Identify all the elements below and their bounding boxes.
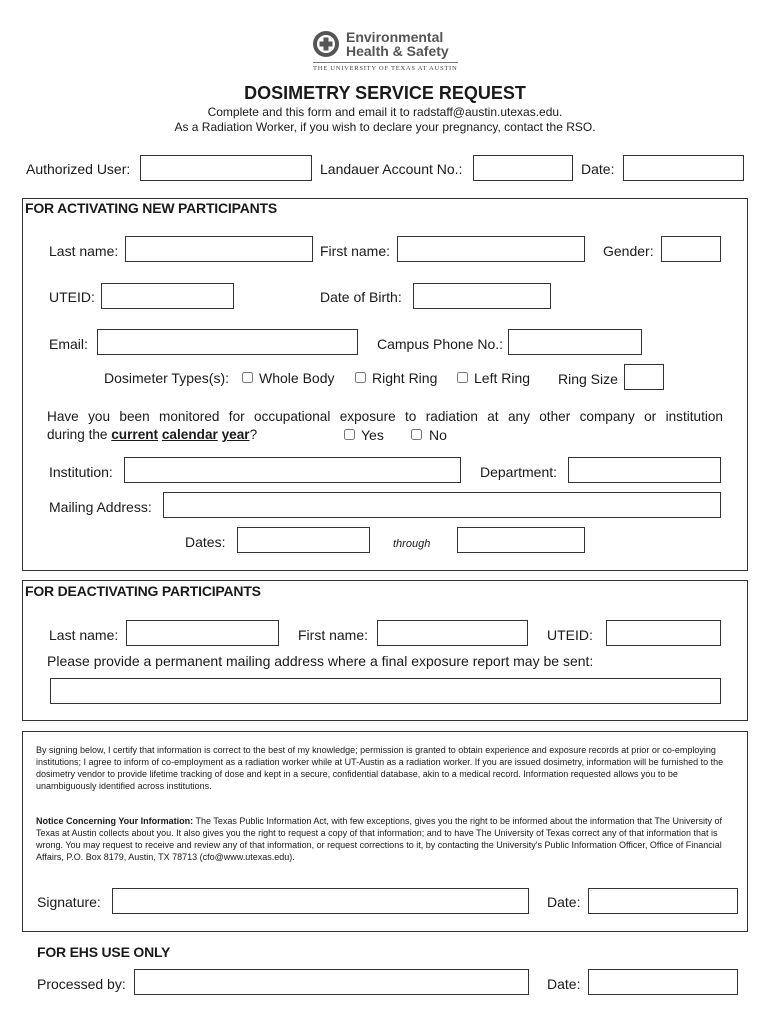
landauer-label: Landauer Account No.: (320, 161, 463, 177)
deactivate-uteid-input[interactable] (606, 620, 721, 646)
signature-label: Signature: (37, 894, 101, 910)
ring-size-input[interactable] (624, 364, 664, 390)
activate-first-name-label: First name: (320, 243, 391, 259)
landauer-account-input[interactable] (473, 155, 573, 181)
logo-line1: Environmental (346, 29, 444, 45)
monitored-yes-label: Yes (361, 427, 384, 443)
authorized-user-input[interactable] (140, 155, 312, 181)
prior-monitoring-question: Have you been monitored for occupational exposure to radiation at any other company or institution (47, 409, 723, 424)
question-calendar: calendar (161, 427, 218, 442)
question-prefix: during the (47, 427, 108, 442)
gender-input[interactable] (661, 236, 721, 262)
ehs-use-only-title: FOR EHS USE ONLY (37, 944, 171, 960)
monitored-no-label: No (429, 427, 447, 443)
subtitle-pregnancy: As a Radiation Worker, if you wish to declare your pregnancy, contact the RSO. (174, 120, 596, 134)
page-title: DOSIMETRY SERVICE REQUEST (244, 83, 526, 103)
institution-input[interactable] (124, 457, 461, 483)
department-input[interactable] (568, 457, 721, 483)
monitored-yes-checkbox[interactable] (344, 429, 355, 440)
signature-date-label: Date: (547, 894, 581, 910)
prior-monitoring-question-line2 (47, 427, 257, 443)
gender-label: Gender: (603, 243, 654, 259)
left-ring-label: Left Ring (474, 370, 531, 386)
authorized-user-label: Authorized User: (26, 161, 131, 177)
top-date-label: Date: (581, 161, 615, 177)
final-report-instruction: Please provide a permanent mailing address where a final exposure report may be sent: (47, 653, 594, 669)
whole-body-checkbox[interactable] (242, 372, 253, 383)
dob-label: Date of Birth: (320, 289, 402, 305)
logo-line2: Health & Safety (346, 43, 449, 59)
processed-by-input[interactable] (134, 969, 529, 995)
top-date-input[interactable] (623, 155, 744, 181)
whole-body-label: Whole Body (259, 370, 335, 386)
through-label: through (393, 538, 431, 550)
activating-section-title: FOR ACTIVATING NEW PARTICIPANTS (25, 200, 278, 216)
mailing-address-label: Mailing Address: (49, 499, 152, 515)
campus-phone-input[interactable] (508, 329, 642, 355)
deactivate-last-name-input[interactable] (126, 620, 279, 646)
email-label: Email: (49, 336, 88, 352)
monitored-no-checkbox[interactable] (411, 429, 422, 440)
institution-label: Institution: (49, 464, 113, 480)
left-ring-checkbox[interactable] (457, 372, 468, 383)
activate-uteid-input[interactable] (101, 283, 234, 309)
right-ring-checkbox[interactable] (355, 372, 366, 383)
notice-paragraph (36, 815, 735, 863)
notice-text: The Texas Public Information Act, with few exceptions, gives you the right to be informed about the information that The University of Texas at Austin collects about you. It also gives you the right to request a copy of that information; and to have The University of Texas correct any of that information that is wrong. You may request to receive and review any of that information, or request corrections to it, by contacting the University's Public Information Officer, Office of Financial Affairs, P.O. Box 8179, Austin, TX 78713 (cfo@www.utexas.edu). (36, 816, 722, 862)
email-input[interactable] (97, 329, 358, 355)
ehs-cross-icon (312, 30, 340, 58)
certification-paragraph: By signing below, I certify that information is correct to the best of my knowledge; permission is granted to obtain experience and exposure records at prior or co-employing institutions; I agree to inform of co-employment as a radiation worker while at UT-Austin as a radiation worker. If you are issued dosimetry, information will be furnished to the dosimetry vendor to provide lifetime tracking of dose and kept in a secure, confidential database, akin to a medical record. Information requested allows you to be unambiguously identified across institutions. (36, 745, 724, 791)
activate-last-name-label: Last name: (49, 243, 119, 259)
dates-from-input[interactable] (237, 527, 370, 553)
deactivating-section-title: FOR DEACTIVATING PARTICIPANTS (25, 583, 261, 599)
activate-uteid-label: UTEID: (49, 289, 95, 305)
question-year: year (221, 427, 250, 442)
dates-label: Dates: (185, 534, 226, 550)
subtitle-email: Complete and this form and email it to radstaff@austin.utexas.edu. (207, 105, 563, 119)
signature-input[interactable] (112, 888, 529, 914)
notice-heading: Notice Concerning Your Information: (36, 816, 194, 826)
activate-last-name-input[interactable] (125, 236, 313, 262)
university-name: THE UNIVERSITY OF TEXAS AT AUSTIN (313, 65, 458, 72)
deactivate-last-name-label: Last name: (49, 627, 119, 643)
deactivate-first-name-label: First name: (298, 627, 369, 643)
final-report-address-input[interactable] (50, 678, 721, 704)
question-mark: ? (249, 427, 258, 442)
ehs-date-label: Date: (547, 976, 581, 992)
campus-phone-label: Campus Phone No.: (377, 336, 504, 352)
dates-to-input[interactable] (457, 527, 585, 553)
mailing-address-input[interactable] (163, 492, 721, 518)
dob-input[interactable] (413, 283, 551, 309)
processed-by-label: Processed by: (37, 976, 126, 992)
logo-rule (313, 62, 458, 63)
deactivate-uteid-label: UTEID: (547, 627, 593, 643)
ring-size-label: Ring Size (558, 371, 618, 387)
activate-first-name-input[interactable] (397, 236, 585, 262)
dosimeter-types-label: Dosimeter Types(s): (104, 370, 229, 386)
ehs-date-input[interactable] (588, 969, 738, 995)
right-ring-label: Right Ring (372, 370, 438, 386)
deactivate-first-name-input[interactable] (377, 620, 528, 646)
question-current: current (111, 427, 159, 442)
department-label: Department: (480, 464, 558, 480)
signature-date-input[interactable] (588, 888, 738, 914)
